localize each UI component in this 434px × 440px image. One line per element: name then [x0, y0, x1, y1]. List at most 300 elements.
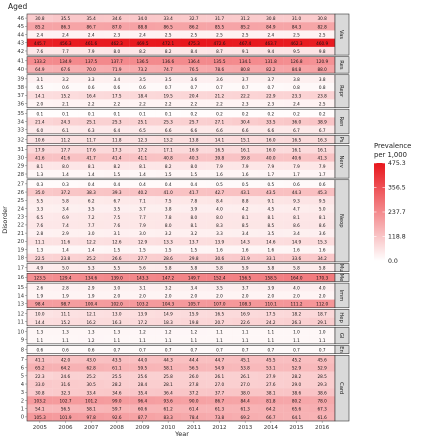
cell-value-label: 7.9 — [267, 163, 275, 169]
cell-value-label: 8.2 — [164, 163, 172, 169]
cell-value-label: 3.5 — [216, 285, 223, 291]
cell-value-label: 29.3 — [317, 382, 327, 388]
cell-value-label: 108.3 — [239, 301, 252, 307]
cell-value-label: 67.3 — [317, 406, 327, 412]
cell-value-label: 3.3 — [36, 206, 44, 212]
cell-value-label: 43.5 — [266, 190, 276, 196]
panel-gi — [17, 327, 349, 344]
cell-value-label: 0.3 — [36, 181, 44, 187]
cell-value-label: 0.7 — [216, 347, 223, 353]
cell-value-label: 0.6 — [36, 347, 44, 353]
legend-tick-label: 356.5 — [388, 184, 406, 192]
cell-value-label: 9.3 — [293, 198, 300, 204]
cell-value-label: 12.9 — [137, 239, 148, 245]
cell-value-label: 13.9 — [214, 239, 225, 245]
cell-value-label: 9.1 — [267, 198, 275, 204]
cell-value-label: 20.4 — [189, 93, 199, 99]
cell-value-label: 136.5 — [136, 58, 149, 64]
cell-value-label: 8.2 — [113, 163, 121, 169]
cell-value-label: 8.5 — [241, 222, 249, 228]
cell-value-label: 28.4 — [137, 382, 148, 388]
cell-value-label: 1.2 — [87, 337, 95, 343]
x-tick-label: 2012 — [212, 425, 227, 431]
cell-value-label: 3.7 — [241, 76, 249, 82]
cell-value-label: 0.2 — [241, 111, 249, 117]
y-tick-label: 28 — [17, 171, 24, 178]
cell-value-label: 0.1 — [113, 111, 121, 117]
legend-tick-label: 475.3 — [388, 160, 406, 168]
cell-value-label: 86.7 — [86, 24, 96, 30]
cell-value-label: 19.8 — [189, 319, 199, 325]
cell-value-label: 5.8 — [318, 265, 326, 271]
y-tick-label: 22 — [17, 222, 24, 229]
cell-value-label: 135.5 — [213, 58, 226, 64]
cell-value-label: 1.2 — [139, 329, 146, 335]
cell-value-label: 4.9 — [36, 265, 44, 271]
cell-value-label: 30.6 — [214, 255, 225, 261]
panel-strip-label: En — [338, 346, 345, 353]
cell-value-label: 2.8 — [36, 231, 44, 237]
cell-value-label: 2.0 — [267, 293, 275, 299]
cell-value-label: 73.2 — [137, 67, 148, 73]
y-tick-label: 42 — [17, 48, 24, 55]
cell-value-label: 0.4 — [164, 181, 172, 187]
cell-value-label: 1.9 — [62, 293, 69, 299]
cell-value-label: 14.9 — [291, 239, 302, 245]
cell-value-label: 0.7 — [216, 85, 223, 91]
cell-value-label: 100.4 — [85, 301, 98, 307]
cell-value-label: 9.8 — [318, 49, 326, 55]
cell-value-label: 105.7 — [187, 301, 200, 307]
cell-value-label: 2.0 — [36, 101, 44, 107]
cell-value-label: 1.6 — [216, 247, 223, 253]
cell-value-label: 3.2 — [190, 231, 198, 237]
cell-value-label: 149.7 — [187, 275, 200, 281]
cell-value-label: 1.6 — [241, 247, 249, 253]
cell-value-label: 56.5 — [60, 406, 71, 412]
cell-value-label: 27.0 — [214, 382, 225, 388]
cell-value-label: 23.8 — [317, 93, 327, 99]
cell-value-label: 0.1 — [139, 111, 146, 117]
cell-value-label: 1.3 — [113, 329, 121, 335]
cell-value-label: 16.9 — [240, 311, 250, 317]
cell-value-label: 0.5 — [216, 181, 223, 187]
cell-value-label: 0.2 — [190, 111, 198, 117]
cell-value-label: 14.4 — [35, 319, 45, 325]
cell-value-label: 22.3 — [35, 373, 45, 379]
cell-value-label: 6.6 — [164, 127, 172, 133]
cell-value-label: 4.5 — [267, 206, 275, 212]
cell-value-label: 7.7 — [62, 49, 69, 55]
x-axis-title: Year — [175, 430, 189, 438]
cell-value-label: 41.6 — [35, 155, 45, 161]
cell-value-label: 4.2 — [241, 206, 249, 212]
cell-value-label: 102.0 — [110, 301, 123, 307]
cell-value-label: 11.2 — [60, 137, 71, 143]
panel-card — [21, 355, 349, 421]
cell-value-label: 41.3 — [317, 155, 327, 161]
x-tick-label: 2015 — [289, 425, 304, 431]
cell-value-label: 445.7 — [33, 40, 46, 46]
cell-value-label: 139.0 — [110, 275, 123, 281]
cell-value-label: 2.2 — [139, 101, 146, 107]
cell-value-label: 463.7 — [264, 40, 277, 46]
x-tick-label: 2008 — [109, 425, 124, 431]
cell-value-label: 6.7 — [293, 127, 300, 133]
cell-value-label: 0.6 — [318, 181, 326, 187]
cell-value-label: 1.3 — [62, 329, 69, 335]
cell-value-label: 5.8 — [267, 265, 275, 271]
cell-value-label: 3.1 — [36, 76, 44, 82]
cell-value-label: 8.1 — [36, 163, 44, 169]
cell-value-label: 2.4 — [139, 32, 146, 38]
cell-value-label: 5.8 — [164, 265, 172, 271]
cell-value-label: 3.7 — [241, 285, 249, 291]
cell-value-label: 16.5 — [291, 137, 302, 143]
cell-value-label: 40.3 — [189, 155, 199, 161]
cell-value-label: 17.5 — [112, 93, 122, 99]
y-tick-label: 34 — [17, 119, 24, 126]
y-tick-label: 40 — [17, 66, 24, 73]
cell-value-label: 25.1 — [86, 119, 96, 125]
cell-value-label: 7.4 — [62, 222, 69, 228]
cell-value-label: 27.0 — [240, 382, 250, 388]
cell-value-label: 2.4 — [293, 101, 300, 107]
cell-value-label: 11.1 — [60, 311, 71, 317]
cell-value-label: 17.6 — [86, 147, 96, 153]
cell-value-label: 42.7 — [214, 190, 225, 196]
cell-value-label: 25.2 — [86, 255, 96, 261]
cell-value-label: 40.0 — [266, 155, 276, 161]
cell-value-label: 87.0 — [112, 24, 122, 30]
cell-value-label: 85.5 — [214, 24, 225, 30]
cell-value-label: 45.6 — [317, 357, 327, 363]
cell-value-label: 1.4 — [62, 247, 69, 253]
cell-value-label: 18.3 — [163, 319, 173, 325]
cell-value-label: 1.4 — [62, 172, 69, 178]
y-tick-label: 10 — [17, 329, 24, 336]
cell-value-label: 96.4 — [137, 398, 148, 404]
cell-value-label: 27.8 — [189, 382, 199, 388]
cell-value-label: 7.8 — [164, 214, 172, 220]
cell-value-label: 156.5 — [239, 275, 252, 281]
cell-value-label: 34.0 — [137, 16, 148, 22]
cell-value-label: 18.7 — [317, 311, 327, 317]
cell-value-label: 25.3 — [163, 119, 173, 125]
legend-tick-label: 118.8 — [388, 233, 406, 241]
cell-value-label: 0.4 — [113, 181, 121, 187]
cell-value-label: 78.6 — [214, 67, 225, 73]
cell-value-label: 5.5 — [113, 265, 121, 271]
y-tick-label: 16 — [17, 275, 24, 282]
cell-value-label: 472.1 — [162, 40, 175, 46]
cell-value-label: 30.8 — [317, 16, 327, 22]
cell-value-label: 13.9 — [137, 311, 148, 317]
y-tick-label: 36 — [17, 101, 24, 108]
cell-value-label: 0.2 — [318, 111, 326, 117]
cell-value-label: 0.6 — [139, 85, 146, 91]
cell-value-label: 133.2 — [33, 58, 46, 64]
cell-value-label: 59.7 — [112, 406, 122, 412]
cell-value-label: 10.0 — [35, 311, 45, 317]
cell-value-label: 112.0 — [316, 301, 329, 307]
cell-value-label: 2.4 — [267, 32, 275, 38]
cell-value-label: 32.7 — [189, 16, 199, 22]
cell-value-label: 31.6 — [60, 382, 71, 388]
cell-value-label: 35.4 — [137, 390, 148, 396]
cell-value-label: 45.3 — [317, 190, 327, 196]
cell-value-label: 3.6 — [190, 76, 198, 82]
cell-value-label: 27.6 — [266, 382, 276, 388]
cell-value-label: 2.5 — [164, 32, 172, 38]
cell-value-label: 4.0 — [318, 285, 326, 291]
cell-value-label: 11.7 — [86, 137, 96, 143]
cell-value-label: 0.2 — [267, 111, 275, 117]
cell-value-label: 85.2 — [240, 24, 250, 30]
cell-value-label: 24.2 — [266, 319, 276, 325]
cell-value-label: 8.1 — [267, 214, 275, 220]
cell-value-label: 28.5 — [317, 373, 327, 379]
cell-value-label: 37.2 — [60, 190, 71, 196]
cell-value-label: 0.6 — [113, 85, 121, 91]
cell-value-label: 78.4 — [189, 414, 199, 420]
cell-value-label: 33.0 — [35, 382, 45, 388]
cell-value-label: 134.1 — [239, 58, 252, 64]
y-tick-label: 37 — [17, 93, 24, 100]
cell-value-label: 38.0 — [240, 390, 250, 396]
cell-value-label: 66.7 — [266, 414, 276, 420]
cell-value-label: 4.7 — [293, 206, 300, 212]
cell-value-label: 1.6 — [293, 247, 300, 253]
cell-value-label: 2.5 — [190, 32, 198, 38]
cell-value-label: 3.2 — [164, 285, 172, 291]
cell-value-label: 8.3 — [216, 222, 223, 228]
cell-value-label: 39.3 — [112, 190, 122, 196]
cell-value-label: 3.0 — [139, 231, 146, 237]
cell-value-label: 78.0 — [317, 398, 327, 404]
cell-value-label: 4.0 — [293, 285, 300, 291]
cell-value-label: 1.1 — [216, 337, 223, 343]
cell-value-label: 28.6 — [163, 255, 173, 261]
cell-value-label: 469.5 — [136, 40, 149, 46]
cell-value-label: 35.4 — [86, 16, 96, 22]
cell-value-label: 9.5 — [293, 49, 300, 55]
y-tick-label: 13 — [17, 301, 24, 308]
x-tick-label: 2009 — [135, 425, 150, 431]
cell-value-label: 61.6 — [317, 414, 327, 420]
y-tick-label: 6 — [20, 365, 24, 372]
cell-value-label: 3.8 — [293, 76, 300, 82]
cell-value-label: 8.1 — [241, 214, 249, 220]
cell-value-label: 8.0 — [113, 49, 121, 55]
y-tick-label: 18 — [17, 255, 24, 262]
cell-value-label: 7.9 — [241, 163, 249, 169]
cell-value-label: 41.1 — [137, 155, 148, 161]
cell-value-label: 7.7 — [139, 214, 146, 220]
y-tick-label: 41 — [17, 58, 24, 65]
y-tick-label: 27 — [17, 181, 24, 188]
cell-value-label: 1.1 — [241, 337, 249, 343]
cell-value-label: 1.0 — [293, 329, 300, 335]
y-tick-label: 29 — [17, 163, 24, 170]
cell-value-label: 38.6 — [291, 390, 302, 396]
cell-value-label: 2.9 — [62, 231, 69, 237]
cell-value-label: 1.1 — [216, 329, 223, 335]
cell-value-label: 33.4 — [86, 390, 96, 396]
cell-value-label: 43.0 — [86, 357, 96, 363]
cell-value-label: 43.5 — [112, 357, 122, 363]
cell-value-label: 25.8 — [163, 373, 173, 379]
cell-value-label: 2.0 — [113, 293, 121, 299]
cell-value-label: 7.9 — [318, 163, 326, 169]
cell-value-label: 5.3 — [87, 265, 95, 271]
panel-ps — [17, 135, 349, 143]
cell-value-label: 2.5 — [216, 32, 223, 38]
cell-value-label: 1.6 — [318, 247, 326, 253]
cell-value-label: 29.1 — [317, 319, 327, 325]
cell-value-label: 1.2 — [164, 329, 172, 335]
cell-value-label: 87.7 — [137, 414, 148, 420]
cell-value-label: 41.0 — [163, 190, 173, 196]
cell-value-label: 38.6 — [317, 390, 327, 396]
cell-value-label: 1.1 — [36, 337, 44, 343]
cell-value-label: 1.1 — [139, 337, 146, 343]
cell-value-label: 38.3 — [86, 190, 96, 196]
cell-value-label: 0.6 — [87, 85, 95, 91]
cell-value-label: 21.4 — [35, 119, 45, 125]
cell-value-label: 1.4 — [139, 172, 146, 178]
panel-mu — [17, 263, 349, 271]
legend-tick-label: 237.7 — [388, 209, 406, 217]
cell-value-label: 136.4 — [187, 58, 200, 64]
cell-value-label: 0.7 — [293, 347, 300, 353]
panel-strip-label: Res — [338, 60, 345, 70]
cell-value-label: 2.4 — [62, 32, 69, 38]
cell-value-label: 2.4 — [87, 32, 95, 38]
y-tick-label: 2 — [20, 398, 24, 405]
cell-value-label: 6.2 — [87, 198, 95, 204]
x-tick-label: 2006 — [58, 425, 73, 431]
cell-value-label: 8.1 — [293, 214, 300, 220]
cell-value-label: 14.9 — [163, 311, 173, 317]
cell-value-label: 22.9 — [266, 93, 276, 99]
cell-value-label: 1.7 — [267, 172, 275, 178]
cell-value-label: 52.9 — [317, 365, 327, 371]
cell-value-label: 7.5 — [113, 214, 121, 220]
cell-value-label: 23.3 — [291, 93, 302, 99]
cell-value-label: 8.2 — [164, 49, 172, 55]
cell-value-label: 126.8 — [290, 58, 303, 64]
cell-value-label: 1.1 — [190, 337, 198, 343]
cell-value-label: 29.0 — [291, 382, 302, 388]
cell-value-label: 462.3 — [110, 40, 123, 46]
cell-value-label: 40.6 — [291, 155, 302, 161]
cell-value-label: 8.6 — [318, 222, 326, 228]
cell-value-label: 8.0 — [190, 214, 198, 220]
cell-value-label: 0.6 — [62, 85, 69, 91]
cell-value-label: 152.4 — [213, 275, 226, 281]
y-tick-label: 12 — [17, 311, 24, 318]
cell-value-label: 14.1 — [214, 137, 225, 143]
cell-value-label: 61.3 — [240, 406, 250, 412]
cell-value-label: 64.9 — [35, 67, 45, 73]
cell-value-label: 83.3 — [163, 414, 173, 420]
cell-value-label: 5.8 — [293, 265, 300, 271]
cell-value-label: 3.9 — [267, 285, 275, 291]
cell-value-label: 17.7 — [60, 147, 71, 153]
y-tick-label: 11 — [17, 319, 24, 326]
cell-value-label: 3.5 — [87, 206, 95, 212]
cell-value-label: 26.1 — [214, 373, 225, 379]
y-tick-label: 30 — [17, 155, 24, 162]
cell-value-label: 16.0 — [266, 147, 276, 153]
cell-value-label: 1.4 — [87, 172, 95, 178]
cell-value-label: 2.1 — [62, 101, 69, 107]
cell-value-label: 20.7 — [214, 319, 225, 325]
cell-value-label: 4.0 — [216, 206, 223, 212]
cell-value-label: 17.9 — [35, 147, 45, 153]
cell-value-label: 85.2 — [35, 24, 45, 30]
y-tick-label: 44 — [17, 32, 24, 39]
cell-value-label: 6.0 — [36, 127, 44, 133]
cell-value-label: 86.5 — [163, 24, 173, 30]
cell-value-label: 60.6 — [137, 406, 148, 412]
cell-value-label: 137.7 — [110, 58, 123, 64]
cell-value-label: 88.0 — [317, 67, 327, 73]
cell-value-label: 0.6 — [87, 347, 95, 353]
panel-vas — [17, 14, 349, 55]
cell-value-label: 12.2 — [86, 239, 96, 245]
cell-value-label: 59.5 — [137, 365, 148, 371]
cell-value-label: 71.9 — [112, 67, 122, 73]
cell-value-label: 98.4 — [35, 301, 45, 307]
cell-value-label: 1.5 — [190, 247, 198, 253]
cell-value-label: 28.1 — [163, 382, 173, 388]
cell-value-label: 0.7 — [190, 347, 198, 353]
cell-value-label: 26.0 — [189, 373, 199, 379]
cell-value-label: 58.1 — [86, 406, 96, 412]
cell-value-label: 9.4 — [267, 49, 275, 55]
cell-value-label: 17.2 — [137, 319, 148, 325]
cell-value-label: 65.2 — [35, 365, 45, 371]
cell-value-label: 3.4 — [241, 231, 249, 237]
cell-value-label: 73.8 — [214, 414, 225, 420]
cell-value-label: 2.2 — [190, 101, 198, 107]
y-tick-label: 43 — [17, 40, 24, 47]
cell-value-label: 2.6 — [36, 285, 44, 291]
cell-value-label: 0.5 — [241, 181, 249, 187]
cell-value-label: 2.3 — [267, 101, 275, 107]
x-tick-label: 2007 — [84, 425, 99, 431]
legend-title-line2: per 1,000 — [374, 151, 407, 159]
panel-en — [21, 345, 349, 353]
cell-value-label: 84.8 — [291, 67, 302, 73]
x-tick-label: 2013 — [238, 425, 253, 431]
cell-value-label: 0.4 — [190, 181, 198, 187]
cell-value-label: 7.9 — [293, 163, 300, 169]
cell-value-label: 0.1 — [87, 111, 95, 117]
cell-value-label: 88.8 — [137, 24, 148, 30]
cell-value-label: 15.9 — [189, 311, 199, 317]
cell-value-label: 27.7 — [137, 255, 148, 261]
cell-value-label: 22.5 — [35, 255, 45, 261]
cell-value-label: 134.9 — [59, 58, 72, 64]
y-tick-label: 46 — [17, 15, 24, 22]
cell-value-label: 30.8 — [35, 16, 45, 22]
cell-value-label: 84.3 — [291, 24, 302, 30]
cell-value-label: 6.3 — [87, 127, 95, 133]
cell-value-label: 53.8 — [240, 365, 250, 371]
